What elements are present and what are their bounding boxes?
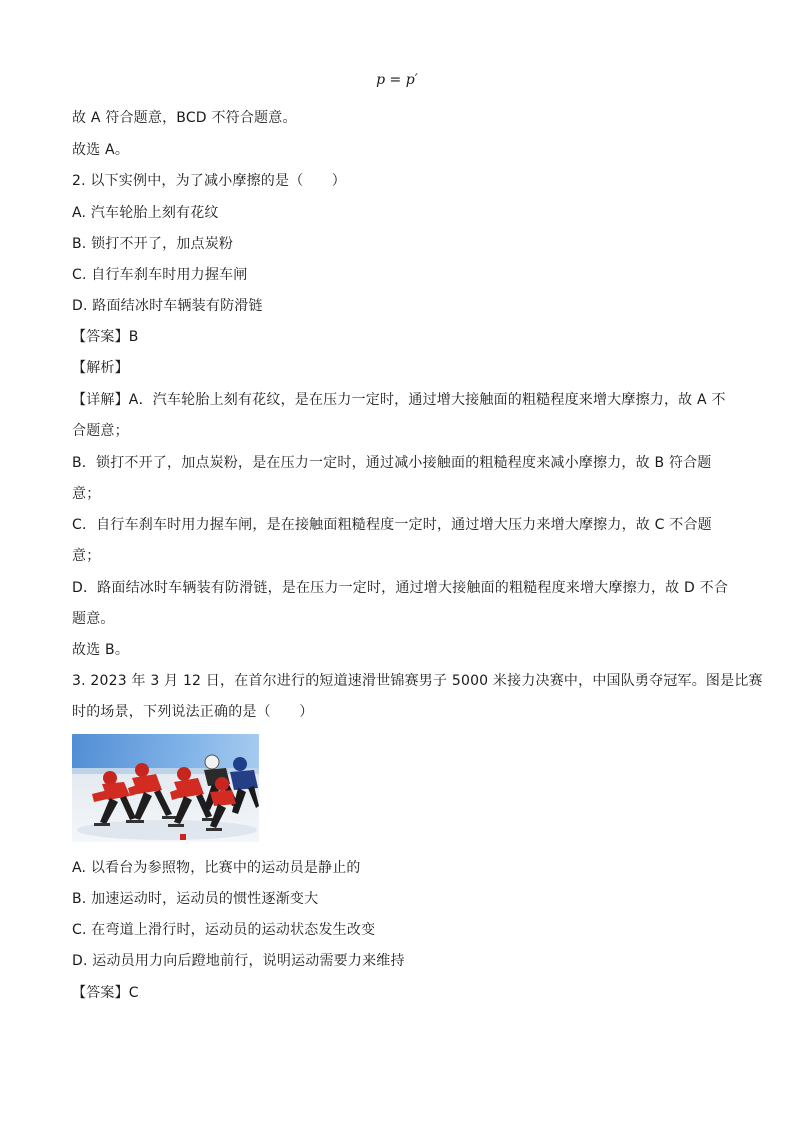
question-2-option-c: C. 自行车刹车时用力握车闸 (72, 267, 248, 283)
question-2-option-b: B. 锁打不开了，加点炭粉 (72, 236, 234, 252)
question-3-stem-continued: 时的场景，下列说法正确的是（ ） (72, 704, 314, 720)
question-3-answer: 【答案】C (72, 985, 139, 1001)
question-3-option-c: C. 在弯道上滑行时，运动员的运动状态发生改变 (72, 922, 376, 938)
question-2-detail-line: 意； (72, 486, 101, 502)
question-3-option-d: D. 运动员用力向后蹬地前行，说明运动需要力来维持 (72, 953, 405, 969)
question-2-detail-line: 题意。 (72, 611, 115, 627)
question-2-stem: 2. 以下实例中，为了减小摩擦的是（ ） (72, 173, 347, 189)
momentum-formula: p = p′ (376, 72, 418, 88)
question-2-detail-line: 合题意； (72, 423, 129, 439)
question-2-detail-line: C．自行车刹车时用力握车闸，是在接触面粗糙程度一定时，通过增大压力来增大摩擦力，故 C 不合题 (72, 517, 712, 533)
question-2-detail-line: D．路面结冰时车辆装有防滑链，是在压力一定时，通过增大接触面的粗糙程度来增大摩擦力，故 D 不合 (72, 580, 729, 596)
question-2-detail-line: 意； (72, 548, 101, 564)
question-3-option-a: A. 以看台为参照物，比赛中的运动员是静止的 (72, 860, 361, 876)
question-3-stem: 3. 2023 年 3 月 12 日，在首尔进行的短道速滑世锦赛男子 5000 米接力决赛中，中国队勇夺冠军。图是比赛 (72, 673, 763, 689)
question-2-analysis-title: 【解析】 (72, 360, 129, 376)
speed-skating-photo (72, 734, 259, 842)
question-3-option-b: B. 加速运动时，运动员的惯性逐渐变大 (72, 891, 319, 907)
question-2-option-a: A. 汽车轮胎上刻有花纹 (72, 205, 219, 221)
question-2-option-d: D. 路面结冰时车辆装有防滑链 (72, 298, 263, 314)
question-2-choice: 故选 B。 (72, 642, 130, 658)
question-2-detail-line: 【详解】A．汽车轮胎上刻有花纹，是在压力一定时，通过增大接触面的粗糙程度来增大摩擦力，故 A 不 (72, 392, 726, 408)
previous-choice: 故选 A。 (72, 142, 130, 158)
question-2-answer: 【答案】B (72, 329, 139, 345)
previous-conclusion: 故 A 符合题意，BCD 不符合题意。 (72, 110, 297, 126)
question-2-detail-line: B．锁打不开了，加点炭粉，是在压力一定时，通过减小接触面的粗糙程度来减小摩擦力，故 B 符合题 (72, 455, 712, 471)
